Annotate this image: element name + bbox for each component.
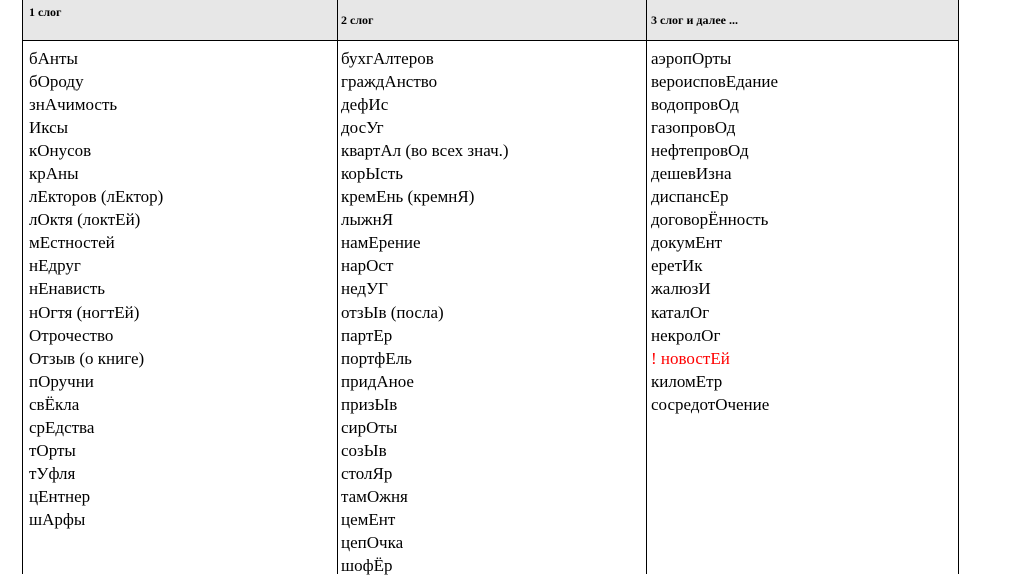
word-item: докумЕнт	[651, 233, 723, 253]
word-item: договорЁнность	[651, 210, 769, 230]
word-item: нарОст	[341, 256, 394, 276]
column-syllable-3-plus-words	[651, 47, 778, 416]
word-item: кремЕнь (кремнЯ)	[341, 187, 475, 207]
word-item: каталОг	[651, 302, 710, 322]
word-item: крАны	[29, 164, 79, 184]
word-item: еретИк	[651, 256, 703, 276]
word-item: придАное	[341, 371, 414, 391]
word-item: шофЁр	[341, 556, 393, 576]
word-item: столЯр	[341, 463, 393, 483]
word-item: отзЫв (посла)	[341, 302, 444, 322]
table-header-row	[23, 0, 958, 41]
word-item: нефтепровОд	[651, 141, 749, 161]
word-item: жалюзИ	[651, 279, 711, 299]
word-item: досУг	[341, 118, 384, 138]
word-item: недУГ	[341, 279, 388, 299]
word-item: портфЕль	[341, 348, 412, 368]
word-item: призЫв	[341, 394, 398, 414]
word-item: бухгАлтеров	[341, 49, 434, 68]
word-item: вероисповЕдание	[651, 72, 779, 92]
word-item: газопровОд	[651, 118, 736, 138]
column-syllable-1-words	[29, 47, 163, 531]
word-item: лыжнЯ	[341, 210, 394, 230]
word-item: граждАнство	[341, 72, 438, 92]
stress-table	[22, 0, 959, 574]
word-item: мЕстностей	[29, 233, 115, 253]
column-divider-1	[337, 0, 338, 574]
word-item: водопровОд	[651, 95, 739, 115]
word-item: киломЕтр	[651, 371, 723, 391]
header-syllable-1: 1 слог	[29, 5, 62, 19]
word-item: созЫв	[341, 440, 387, 460]
column-divider-2	[646, 0, 647, 574]
word-item: дешевИзна	[651, 164, 732, 184]
word-item: некролОг	[651, 325, 721, 345]
word-item: знАчимость	[29, 95, 118, 115]
word-item: бОроду	[29, 72, 84, 92]
word-item: дефИс	[341, 95, 389, 115]
word-item: тамОжня	[341, 486, 408, 506]
word-item: нОгтя (ногтЕй)	[29, 302, 140, 322]
word-item: нЕнависть	[29, 279, 105, 299]
word-item: Иксы	[29, 118, 69, 138]
word-item: аэропОрты	[651, 49, 732, 68]
word-item: намЕрение	[341, 233, 421, 253]
word-item: сосредотОчение	[651, 394, 770, 414]
word-item: тУфля	[29, 463, 76, 483]
word-item: кОнусов	[29, 141, 92, 161]
word-item: Отзыв (о книге)	[29, 348, 145, 368]
header-syllable-3-plus: 3 слог и далее ...	[651, 13, 738, 27]
word-item: корЫсть	[341, 164, 403, 184]
word-item: нЕдруг	[29, 256, 81, 276]
word-item: цЕнтнер	[29, 486, 91, 506]
word-item: квартАл (во всех знач.)	[341, 141, 509, 161]
word-item: тОрты	[29, 440, 76, 460]
word-item: лОктя (локтЕй)	[29, 210, 141, 230]
word-item: лЕкторов (лЕктор)	[29, 187, 164, 207]
word-item: цепОчка	[341, 532, 404, 552]
word-item: пОручни	[29, 371, 94, 391]
word-item: диспансЕр	[651, 187, 729, 207]
word-item: шАрфы	[29, 509, 86, 529]
word-item: бАнты	[29, 49, 78, 68]
word-item: Отрочество	[29, 325, 114, 345]
word-item: цемЕнт	[341, 509, 396, 529]
header-syllable-2: 2 слог	[341, 13, 374, 27]
word-item: ! новостЕй	[651, 348, 730, 368]
word-item: партЕр	[341, 325, 393, 345]
word-item: свЁкла	[29, 394, 80, 414]
word-item: сирОты	[341, 417, 398, 437]
word-item: срЕдства	[29, 417, 95, 437]
column-syllable-2-words	[341, 47, 509, 577]
